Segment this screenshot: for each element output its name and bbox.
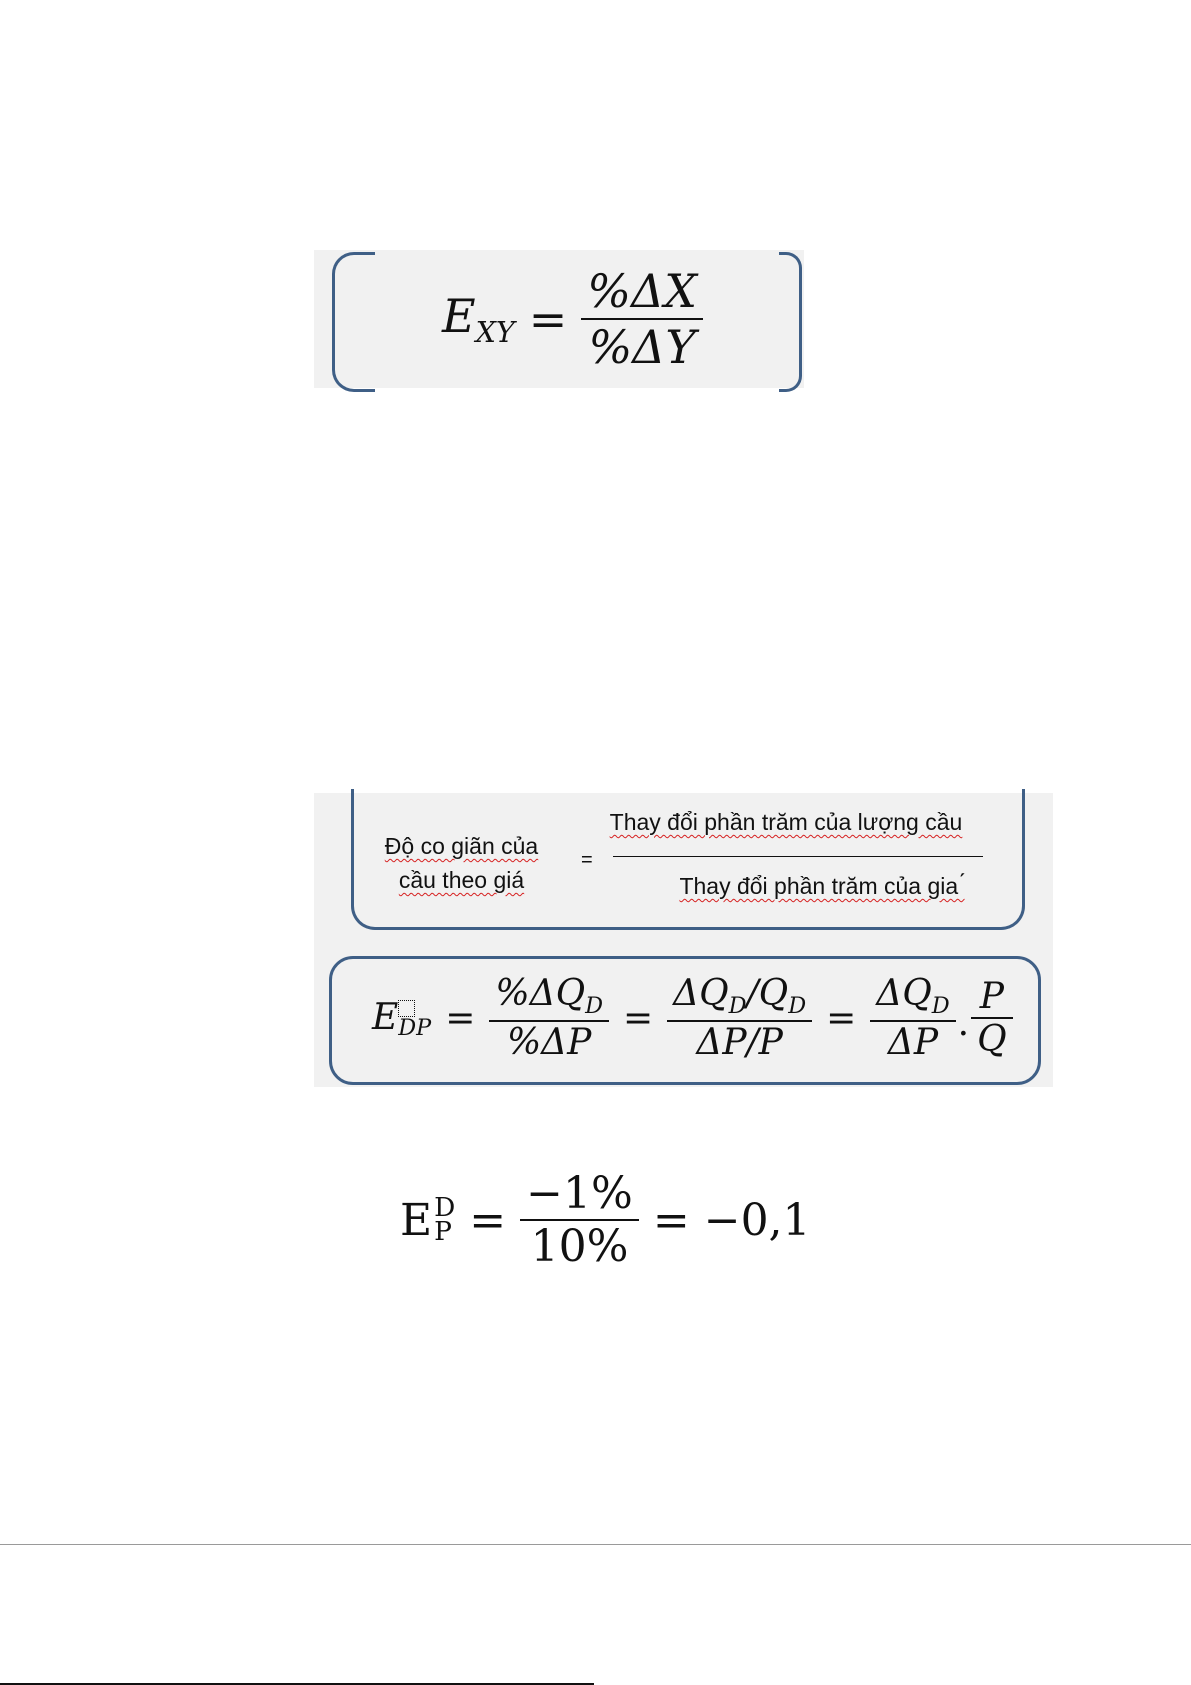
fraction-1: $\frac{\%\Delta Q_D}{\%\Delta P}$ [489,973,609,1062]
label-line-2: cầu theo giá [398,867,525,893]
equals-sign: = [528,292,568,346]
fraction-3: $\frac{\Delta Q_D}{\Delta P}$ [870,973,955,1062]
example-fraction: $\frac{-1\%}{10\%}$ [520,1168,639,1272]
left-bracket [332,252,375,392]
definition-label [369,829,554,897]
price-elasticity-formula: E DP = $\frac{\%\Delta Q_D}{\%\Delta P}$ = $\frac{\Delta Q_D/Q_D}{\Delta P/P}$ = $\frac{\Delta Q_D}{\Delta P}$ . $\frac{P}{Q}$ [372,966,1013,1070]
right-bracket [779,252,802,392]
fraction-2: $\frac{\Delta Q_D/Q_D}{\Delta P/P}$ [667,973,812,1062]
numeric-elasticity-example: E D P = $\frac{-1\%}{10\%}$ = −0,1 [400,1168,811,1272]
fraction [581,264,703,374]
definition-numerator: Thay đổi phần trăm của lượng cầu [609,809,963,835]
elasticity-formula [442,264,703,374]
denominator: %ΔY [588,320,696,374]
fraction-4: $\frac{P}{Q}$ [971,976,1013,1060]
footer-separator [0,1544,1191,1545]
numerator: %ΔX [587,264,697,318]
label-line-1: Độ co giãn của [384,833,539,859]
lhs-symbol: E D P [400,1192,456,1247]
definition-fraction-bar [613,856,983,857]
lhs-symbol: E DP [372,996,432,1042]
formula-figure-price-elasticity [314,793,1053,1087]
multiply-dot: . [957,1003,970,1044]
example-result: = −0,1 [652,1194,811,1246]
definition-equals: = [581,849,593,871]
formula-figure-cross-elasticity [314,250,804,388]
lhs-symbol: $E_{XY}$ [442,288,515,350]
definition-denominator: Thay đổi phần trăm của gia ́ [679,873,965,899]
